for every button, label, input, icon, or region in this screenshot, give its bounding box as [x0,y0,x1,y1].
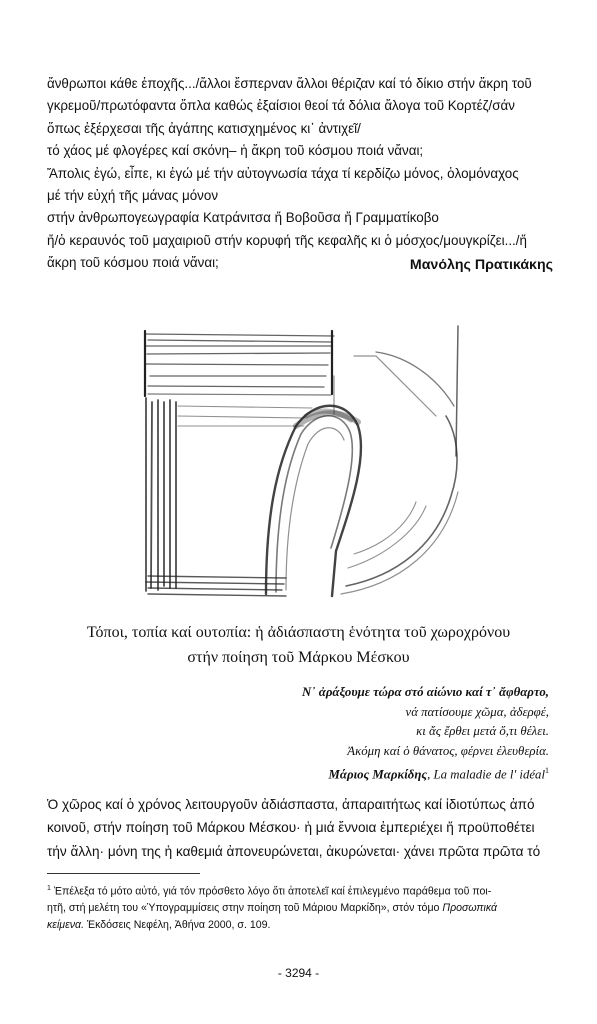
poem-line: ἤ/ὁ κεραυνός τοῦ μαχαιριοῦ στήν κορυφή τῆς κεφαλῆς κι ὁ μόσχος/μουγκρίζει.../ἤ [47,232,527,248]
footnote-number: 1 [47,885,51,892]
poem-epigraph [47,73,553,275]
page-number: - 3294 - [277,966,320,980]
footnote-title: κείμενα. [47,918,85,931]
body-line: τήν ἄλλη· μόνη της ἡ καθεμιά ἀπονευρώνεται, ἀκυρώνεται· χάνει πρῶτα πρῶτα τό [47,843,541,859]
body-line: κοινοῦ, στήν ποίηση τοῦ Μάρκου Μέσκου· ἡ μιά ἔννοια ἐμπεριέχει ἤ προϋποθέτει [47,820,535,836]
motto-verse [302,683,549,785]
poem-line: Ἄπολις ἐγώ, εἶπε, κι ἐγώ μέ τήν αὐτογνωσία τάχα τί κερδίζω μόνος, ὁλομόναχος [47,165,519,181]
body-line: Ὁ χῶρος καί ὁ χρόνος λειτουργοῦν ἀδιάσπαστα, ἀπαραιτήτως καί ἰδιοτύπως ἀπό [47,797,535,812]
verse-line: Ἀκόμη καί ὁ θάνατος, φέρνει ἐλευθερία. [347,743,549,758]
footnote-divider [47,873,200,874]
article-title-line1: Τόποι, τοπία καί ουτοπία: ἡ ἀδιάσπαστη ἑνότητα τοῦ χωροχρόνου [86,624,511,641]
footnote-text: Ἐπέλεξα τό μότο αὐτό, γιά τόν πρόσθετο λόγο ὅτι ἀποτελεῖ καί ἐπιλεγμένο παράθεμα τοῦ ποι- [53,885,492,898]
verse-line: Ν᾽ ἀράξουμε τώρα στό αἰώνιο καί τ᾽ ἄφθαρτο, [302,685,549,699]
poem-line: τό χάος μέ φλογέρες καί σκόνη– ἡ ἄκρη τοῦ κόσμου ποιά νἄναι; [47,143,424,159]
footnote-line [47,900,557,917]
footnote-title: Προσωπικά [442,902,498,915]
verse-line: νά πατίσουμε χῶμα, ἀδερφέ, [405,704,549,719]
poem-line: γκρεμοῦ/πρωτόφαντα ὅπλα καθώς ἐξαίσιοι θεοί τά δόλια ἄλογα τοῦ Κορτέζ/σάν [47,98,515,114]
poem-line: ἄκρη τοῦ κόσμου ποιά νἄναι; [47,255,219,271]
poem-line: ἄνθρωποι κάθε ἐποχῆς.../ἄλλοι ἔσπερναν ἄλλοι θέριζαν καί τό δίκιο στήν ἄκρη τοῦ [47,76,532,91]
poem-line: ὅπως ἐξέρχεσαι τῆς ἀγάπης κατισχημένος κι᾽ ἀντιχεῖ/ [47,120,361,136]
footnote-text: Ἐκδόσεις Νεφέλη, Ἀθήνα 2000, σ. 109. [84,918,271,931]
footnote [47,881,557,933]
footnote-line [47,881,557,900]
poem-line: μέ τήν εὐχή τῆς μάνας μόνον [47,188,219,204]
verse-line: κι ἄς ἔρθει μετά ὅ,τι θέλει. [416,724,549,738]
footnote-ref: 1 [545,766,549,775]
verse-attribution: Μάριος Μαρκίδης, La maladie de l' idéal$^1$ [328,766,549,782]
abstract-sketch-drawing [136,316,466,608]
body-text [47,793,553,863]
poem-author: Μανόλης Πρατικάκης [409,257,553,273]
article-title-line2: στήν ποίηση τοῦ Μάρκου Μέσκου [187,649,410,666]
footnote-line [47,917,557,934]
verse-author: Μάριος Μαρκίδης [328,767,428,782]
poem-line: στήν ἀνθρωπογεωγραφία Κατράνιτσα ἤ Βοβοῦσα ἤ Γραμματίκοβο [47,210,439,226]
footnote-text: ητῆ, στή μελέτη του «Ὑπογραμμίσεις στην ποίηση τοῦ Μάριου Μαρκίδη», στόν τόμο [47,902,443,915]
verse-work: La maladie de l' idéal [433,767,545,782]
